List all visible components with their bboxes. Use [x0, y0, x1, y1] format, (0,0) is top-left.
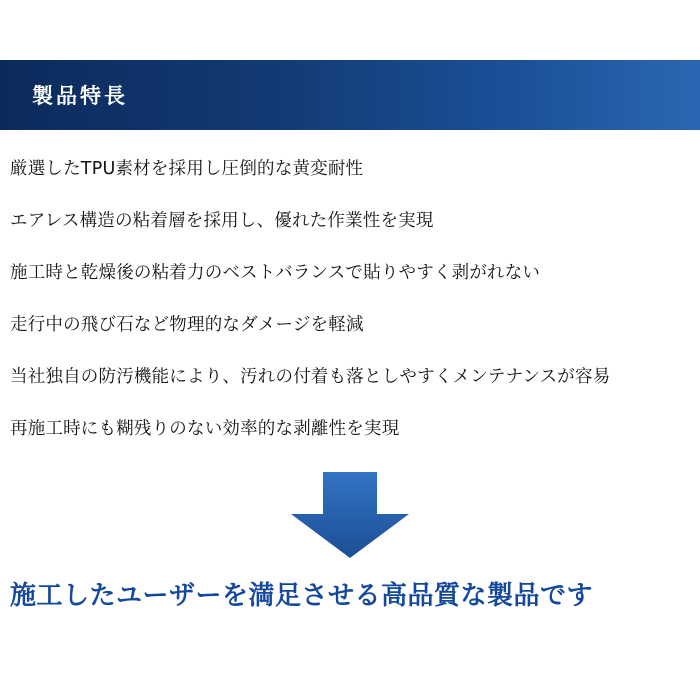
page-title: 製品特長	[32, 84, 128, 108]
list-item	[0, 403, 700, 455]
list-item	[0, 351, 700, 403]
feature-text: 走行中の飛び石など物理的なダメージを軽減	[10, 314, 364, 335]
list-item	[0, 195, 700, 247]
feature-text: エアレス構造の粘着層を採用し、優れた作業性を実現	[10, 210, 434, 231]
feature-text: 再施工時にも糊残りのない効率的な剥離性を実現	[10, 418, 400, 439]
list-item	[0, 299, 700, 351]
conclusion-block	[0, 575, 700, 612]
down-arrow-icon	[290, 472, 410, 558]
feature-text: 厳選したTPU素材を採用し圧倒的な黄変耐性	[10, 158, 364, 179]
feature-text: 当社独自の防汚機能により、汚れの付着も落としやすくメンテナンスが容易	[10, 366, 611, 387]
list-item	[0, 143, 700, 195]
conclusion-text: 施工したユーザーを満足させる高品質な製品です	[10, 581, 594, 611]
feature-list	[0, 143, 700, 455]
section-header-band	[0, 60, 700, 130]
feature-text: 施工時と乾燥後の粘着力のベストバランスで貼りやすく剥がれない	[10, 262, 541, 283]
list-item	[0, 247, 700, 299]
arrow-container	[0, 470, 700, 560]
